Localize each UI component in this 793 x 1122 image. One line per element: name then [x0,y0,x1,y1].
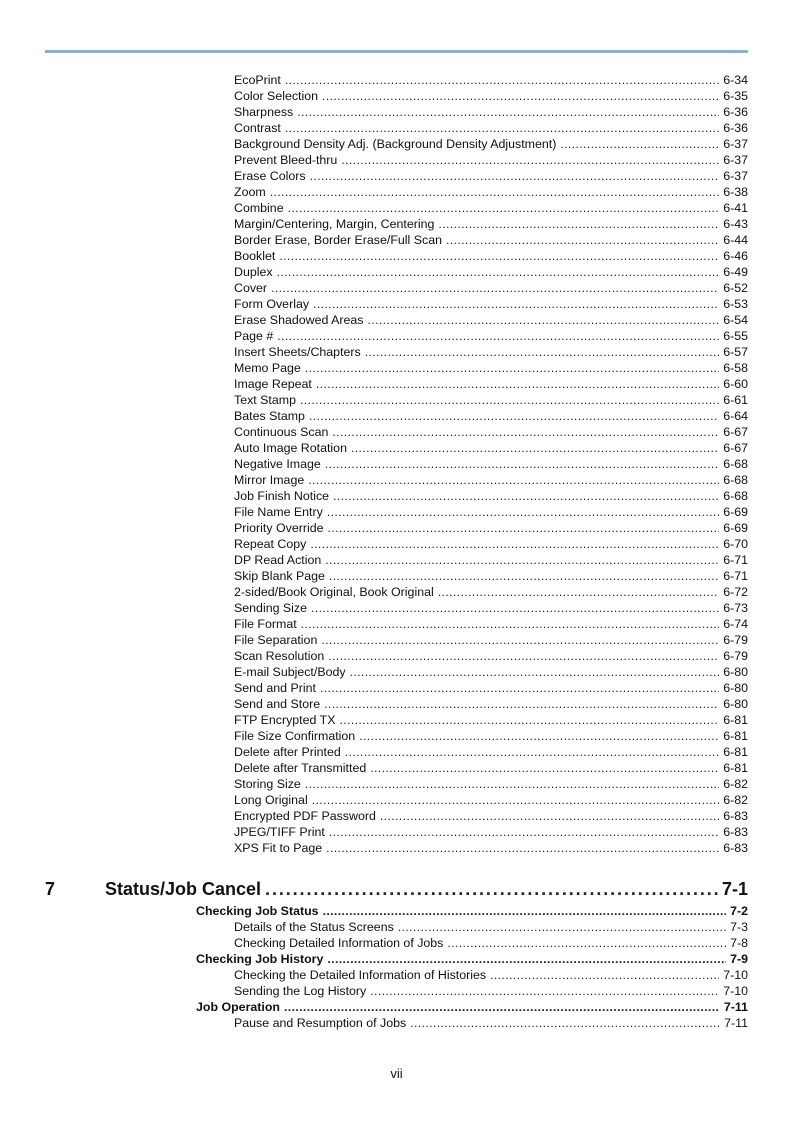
dot-leader [380,808,719,824]
toc-section-entry[interactable] [196,951,748,967]
entry-page: 7-11 [724,1016,748,1030]
entry-label: EcoPrint [234,73,281,87]
entry-page: 6-81 [723,713,748,727]
toc-entry[interactable] [234,967,748,983]
dot-leader [265,878,718,900]
entry-label: Repeat Copy [234,537,307,551]
entry-page: 6-69 [723,505,748,519]
entry-label: Continuous Scan [234,425,329,439]
entry-label: Image Repeat [234,377,312,391]
dot-leader [279,248,719,264]
dot-leader [313,296,719,312]
entry-page: 6-74 [723,617,748,631]
dot-leader [370,760,719,776]
entry-page: 6-37 [723,169,748,183]
toc-entry[interactable] [234,919,748,935]
toc-entry[interactable] [234,744,748,760]
toc-entry[interactable] [234,312,748,328]
dot-leader [328,648,719,664]
entry-page: 7-3 [730,920,748,934]
entry-page: 6-68 [723,457,748,471]
dot-leader [271,280,719,296]
dot-leader [320,680,719,696]
chapter-title: Status/Job Cancel [105,879,262,899]
entry-label: Details of the Status Screens [234,920,394,934]
entry-label: Mirror Image [234,473,305,487]
dot-leader [324,696,719,712]
entry-label: File Separation [234,633,318,647]
toc-entry[interactable] [234,536,748,552]
toc-entry[interactable] [234,376,748,392]
toc-entry[interactable] [234,488,748,504]
entry-label: Priority Override [234,521,324,535]
entry-label: Job Finish Notice [234,489,330,503]
dot-leader [277,264,720,280]
toc-entry[interactable] [234,1015,748,1031]
entry-label: Prevent Bleed-thru [234,153,338,167]
entry-label: Job Operation [196,1000,280,1014]
entry-label: Cover [234,281,268,295]
entry-page: 6-81 [723,729,748,743]
entry-label: E-mail Subject/Body [234,665,346,679]
entry-label: JPEG/TIFF Print [234,825,325,839]
entry-label: Sending Size [234,601,308,615]
toc-entry[interactable] [234,392,748,408]
entry-page: 6-68 [723,473,748,487]
toc-entry[interactable] [234,184,748,200]
entry-label: Contrast [234,121,281,135]
dot-leader [311,600,719,616]
toc-section-entry[interactable] [196,999,748,1015]
dot-leader [326,840,719,856]
entry-page: 6-71 [723,569,748,583]
toc-entry[interactable] [234,808,748,824]
dot-leader [365,344,719,360]
dot-leader [410,1015,720,1031]
entry-page: 6-67 [723,425,748,439]
entry-label: Pause and Resumption of Jobs [234,1016,407,1030]
dot-leader [312,792,719,808]
entry-page: 7-10 [723,984,748,998]
toc-entry[interactable] [234,136,748,152]
entry-page: 6-72 [723,585,748,599]
dot-leader [327,504,719,520]
entry-label: FTP Encrypted TX [234,713,336,727]
dot-leader [438,584,719,600]
dot-leader [438,216,719,232]
toc-entry[interactable] [234,552,748,568]
dot-leader [310,168,720,184]
toc-entry[interactable] [234,600,748,616]
entry-page: 6-83 [723,841,748,855]
dot-leader [305,360,719,376]
entry-label: Negative Image [234,457,321,471]
entry-page: 6-37 [723,137,748,151]
dot-leader [446,232,719,248]
toc-entry[interactable] [234,408,748,424]
toc-entry[interactable] [234,120,748,136]
entry-page: 6-61 [723,393,748,407]
toc-entry[interactable] [234,296,748,312]
entry-page: 6-38 [723,185,748,199]
dot-leader [310,536,719,552]
entry-label: DP Read Action [234,553,322,567]
toc-entry[interactable] [234,280,748,296]
entry-page: 6-49 [723,265,748,279]
entry-label: Auto Image Rotation [234,441,347,455]
toc-entry[interactable] [234,824,748,840]
dot-leader [300,392,719,408]
toc-entry[interactable] [234,712,748,728]
chapter-heading[interactable] [105,878,748,900]
entry-label: Background Density Adj. (Background Density Adjustment) [234,137,557,151]
entry-page: 6-37 [723,153,748,167]
entry-label: Color Selection [234,89,319,103]
entry-label: Border Erase, Border Erase/Full Scan [234,233,442,247]
toc-entry[interactable] [234,520,748,536]
toc-entry[interactable] [234,568,748,584]
dot-leader [325,456,719,472]
toc-entry[interactable] [234,983,748,999]
entry-page: 6-79 [723,633,748,647]
dot-leader [332,424,719,440]
entry-page: 6-68 [723,489,748,503]
dot-leader [560,136,719,152]
dot-leader [350,664,720,680]
entry-label: Form Overlay [234,297,310,311]
toc-entry[interactable] [234,152,748,168]
entry-label: Margin/Centering, Margin, Centering [234,217,435,231]
entry-label: Duplex [234,265,273,279]
toc-entry[interactable] [234,168,748,184]
toc-entry[interactable] [234,504,748,520]
toc-entry[interactable] [234,344,748,360]
entry-label: Send and Print [234,681,316,695]
entry-label: Scan Resolution [234,649,325,663]
toc-entry[interactable] [234,424,748,440]
toc-entry[interactable] [234,935,748,951]
entry-page: 6-80 [723,681,748,695]
entry-label: Delete after Transmitted [234,761,367,775]
dot-leader [322,88,719,104]
dot-leader [325,552,719,568]
entry-label: Page # [234,329,274,343]
dot-leader [288,200,720,216]
toc-entry[interactable] [234,360,748,376]
dot-leader [329,824,719,840]
toc-entry[interactable] [234,664,748,680]
dot-leader [285,120,719,136]
dot-leader [277,328,719,344]
entry-label: Checking Job Status [196,904,319,918]
toc-entry[interactable] [234,88,748,104]
entry-page: 6-69 [723,521,748,535]
entry-page: 6-83 [723,825,748,839]
toc-entry[interactable] [234,472,748,488]
dot-leader [490,967,719,983]
entry-label: Checking the Detailed Information of Histories [234,968,487,982]
entry-page: 6-67 [723,441,748,455]
dot-leader [368,312,720,328]
toc-entry[interactable] [234,760,748,776]
dot-leader [333,488,719,504]
entry-page: 7-2 [730,904,748,918]
dot-leader [285,72,719,88]
entry-label: Erase Colors [234,169,306,183]
header-rule [45,50,748,53]
toc-entry[interactable] [234,584,748,600]
entry-page: 6-70 [723,537,748,551]
entry-label: Long Original [234,793,308,807]
dot-leader [351,440,719,456]
dot-leader [309,408,719,424]
dot-leader [316,376,719,392]
entry-label: Sending the Log History [234,984,367,998]
entry-page: 6-36 [723,105,748,119]
entry-page: 6-80 [723,697,748,711]
entry-page: 6-41 [723,201,748,215]
entry-page: 6-82 [723,777,748,791]
entry-page: 6-73 [723,601,748,615]
dot-leader [345,744,719,760]
entry-label: Insert Sheets/Chapters [234,345,361,359]
entry-label: Skip Blank Page [234,569,325,583]
dot-leader [297,104,719,120]
dot-leader [327,951,726,967]
dot-leader [359,728,719,744]
toc-entry[interactable] [234,104,748,120]
entry-label: Encrypted PDF Password [234,809,376,823]
entry-page: 7-8 [730,936,748,950]
dot-leader [301,616,720,632]
dot-leader [341,152,719,168]
dot-leader [329,568,719,584]
entry-page: 6-71 [723,553,748,567]
toc-entry[interactable] [234,696,748,712]
toc-entry[interactable] [234,776,748,792]
entry-page: 6-55 [723,329,748,343]
toc-entry[interactable] [234,456,748,472]
chapter-page: 7-1 [721,879,748,899]
entry-label: Checking Job History [196,952,324,966]
entry-page: 6-79 [723,649,748,663]
entry-label: Storing Size [234,777,301,791]
entry-label: File Format [234,617,297,631]
dot-leader [305,776,719,792]
dot-leader [370,983,719,999]
toc-section-entry[interactable] [196,903,748,919]
toc-entry[interactable] [234,72,748,88]
entry-page: 6-44 [723,233,748,247]
dot-leader [308,472,719,488]
entry-page: 6-35 [723,89,748,103]
chapter-number: 7 [45,879,56,899]
entry-page: 6-57 [723,345,748,359]
entry-page: 6-81 [723,745,748,759]
toc-entry[interactable] [234,792,748,808]
entry-label: Memo Page [234,361,301,375]
entry-label: Sharpness [234,105,294,119]
entry-label: Combine [234,201,284,215]
entry-page: 6-53 [723,297,748,311]
toc-entry[interactable] [234,648,748,664]
entry-page: 7-11 [723,1000,748,1014]
entry-page: 6-81 [723,761,748,775]
entry-label: Zoom [234,185,266,199]
entry-page: 6-64 [723,409,748,423]
toc-entry[interactable] [234,232,748,248]
entry-page: 6-43 [723,217,748,231]
entry-page: 6-82 [723,793,748,807]
dot-leader [284,999,720,1015]
entry-label: Checking Detailed Information of Jobs [234,936,444,950]
entry-page: 6-46 [723,249,748,263]
entry-page: 6-58 [723,361,748,375]
entry-page: 6-60 [723,377,748,391]
toc-entry[interactable] [234,632,748,648]
dot-leader [447,935,726,951]
entry-page: 6-34 [723,73,748,87]
dot-leader [339,712,719,728]
dot-leader [323,903,727,919]
entry-label: File Name Entry [234,505,323,519]
entry-page: 7-10 [723,968,748,982]
entry-label: Text Stamp [234,393,296,407]
toc-entry[interactable] [234,216,748,232]
toc-entry[interactable] [234,200,748,216]
entry-label: XPS Fit to Page [234,841,323,855]
page-number: vii [390,1066,403,1081]
dot-leader [398,919,726,935]
toc-entry[interactable] [234,840,748,856]
entry-label: Send and Store [234,697,321,711]
dot-leader [270,184,720,200]
entry-page: 6-80 [723,665,748,679]
toc-entry[interactable] [234,680,748,696]
entry-label: Bates Stamp [234,409,305,423]
entry-label: 2-sided/Book Original, Book Original [234,585,434,599]
toc-entry[interactable] [234,616,748,632]
toc-entry[interactable] [234,728,748,744]
dot-leader [328,520,720,536]
entry-label: Erase Shadowed Areas [234,313,364,327]
toc-entry[interactable] [234,248,748,264]
toc-entry[interactable] [234,328,748,344]
entry-label: Delete after Printed [234,745,341,759]
entry-page: 6-54 [723,313,748,327]
toc-entry[interactable] [234,264,748,280]
entry-label: File Size Confirmation [234,729,356,743]
entry-page: 6-36 [723,121,748,135]
toc-entry[interactable] [234,440,748,456]
dot-leader [321,632,719,648]
entry-label: Booklet [234,249,276,263]
entry-page: 6-52 [723,281,748,295]
entry-page: 6-83 [723,809,748,823]
entry-page: 7-9 [730,952,748,966]
